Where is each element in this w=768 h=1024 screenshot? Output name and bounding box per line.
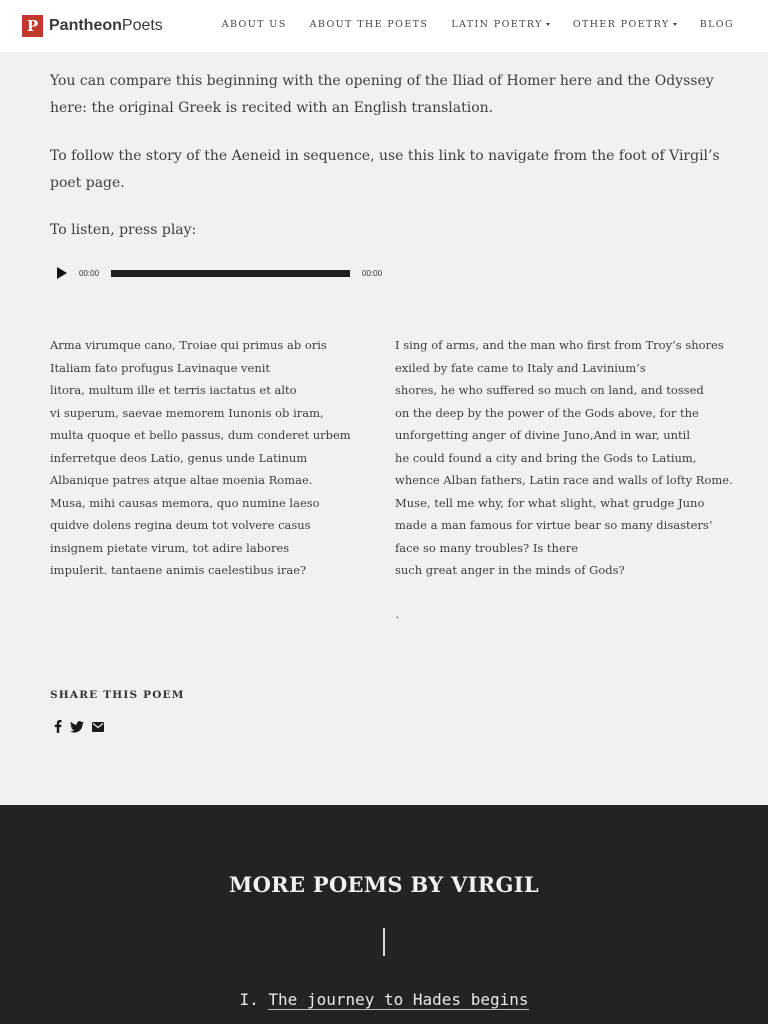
latin-line: Albanique patres atque altae moenia Romae. <box>50 473 313 487</box>
more-poems-section <box>0 805 768 1024</box>
nav-about-us[interactable]: ABOUT US <box>221 19 287 30</box>
facebook-icon[interactable] <box>54 720 62 733</box>
intro-paragraph-compare: You can compare this beginning with the opening of the Iliad of Homer here and the Odyssey here: the original Greek is recited with an English translation. <box>50 73 714 116</box>
intro-paragraph-sequence: To follow the story of the Aeneid in sequence, use this link to navigate from the foot of Virgil’s poet page. <box>50 148 720 191</box>
play-icon[interactable] <box>57 267 67 279</box>
site-header <box>0 0 768 52</box>
latin-line: Italiam fato profugus Lavinaque venit <box>50 360 271 375</box>
english-line: he could found a city and bring the Gods to Latium, <box>395 450 697 465</box>
english-line: exiled by fate came to Italy and Lavinium’s <box>395 360 646 375</box>
latin-line: litora, multum ille et terris iactatus et alto <box>50 383 297 397</box>
english-line: on the deep by the power of the Gods above, for the <box>395 405 699 420</box>
intro-paragraph-listen: To listen, press play: <box>50 222 197 238</box>
trailing-mark: ` <box>395 615 401 629</box>
main-nav <box>199 19 734 30</box>
english-line: face so many troubles? Is there <box>395 540 579 555</box>
nav-blog[interactable]: BLOG <box>699 19 734 30</box>
english-line: made a man famous for virtue bear so many disasters’ <box>395 518 713 532</box>
share-title: SHARE THIS POEM <box>50 689 185 701</box>
latin-line: multa quoque et bello passus, dum conderet urbem <box>50 428 351 442</box>
latin-line: impulerit. tantaene animis caelestibus irae? <box>50 563 307 577</box>
nav-latin-poetry[interactable]: LATIN POETRY <box>451 19 549 30</box>
email-icon[interactable] <box>92 722 104 732</box>
poem-latin-column <box>50 334 380 582</box>
latin-line: inferretque deos Latio, genus unde Latinum <box>50 450 308 465</box>
english-line: unforgetting anger of divine Juno,And in war, until <box>395 428 691 442</box>
more-poems-title: MORE POEMS BY VIRGIL <box>229 872 539 897</box>
english-line: whence Alban fathers, Latin race and walls of lofty Rome. <box>395 473 733 487</box>
more-poem-link[interactable]: The journey to Hades begins <box>268 990 529 1009</box>
audio-current-time: 00:00 <box>79 269 100 278</box>
latin-line: Arma virumque cano, Troiae qui primus ab oris <box>50 338 327 352</box>
poem-english-column <box>395 334 745 582</box>
latin-line: Musa, mihi causas memora, quo numine laeso <box>50 495 320 510</box>
nav-about-the-poets[interactable]: ABOUT THE POETS <box>309 19 429 30</box>
more-poem-number: I. <box>239 990 269 1009</box>
audio-duration: 00:00 <box>362 269 383 278</box>
english-line: Muse, tell me why, for what slight, what grudge Juno <box>395 495 705 510</box>
caret-down-icon <box>673 23 677 26</box>
caret-down-icon <box>546 23 550 26</box>
audio-player <box>50 262 390 286</box>
section-divider <box>383 928 385 956</box>
share-icons <box>54 720 104 733</box>
latin-line: insignem pietate virum, tot adire labores <box>50 540 290 555</box>
latin-line: vi superum, saevae memorem Iunonis ob iram, <box>50 405 324 420</box>
nav-other-poetry[interactable]: OTHER POETRY <box>573 19 677 30</box>
logo-text: PantheonPoets <box>49 17 163 34</box>
audio-progress-track[interactable] <box>111 270 350 277</box>
english-line: I sing of arms, and the man who first from Troy’s shores <box>395 338 724 352</box>
twitter-icon[interactable] <box>70 721 84 733</box>
english-line: such great anger in the minds of Gods? <box>395 563 625 577</box>
more-poem-item <box>0 990 768 1009</box>
english-line: shores, he who suffered so much on land, and tossed <box>395 383 704 397</box>
logo-mark: P <box>22 15 43 37</box>
site-logo[interactable] <box>22 15 163 37</box>
latin-line: quidve dolens regina deum tot volvere casus <box>50 518 311 532</box>
